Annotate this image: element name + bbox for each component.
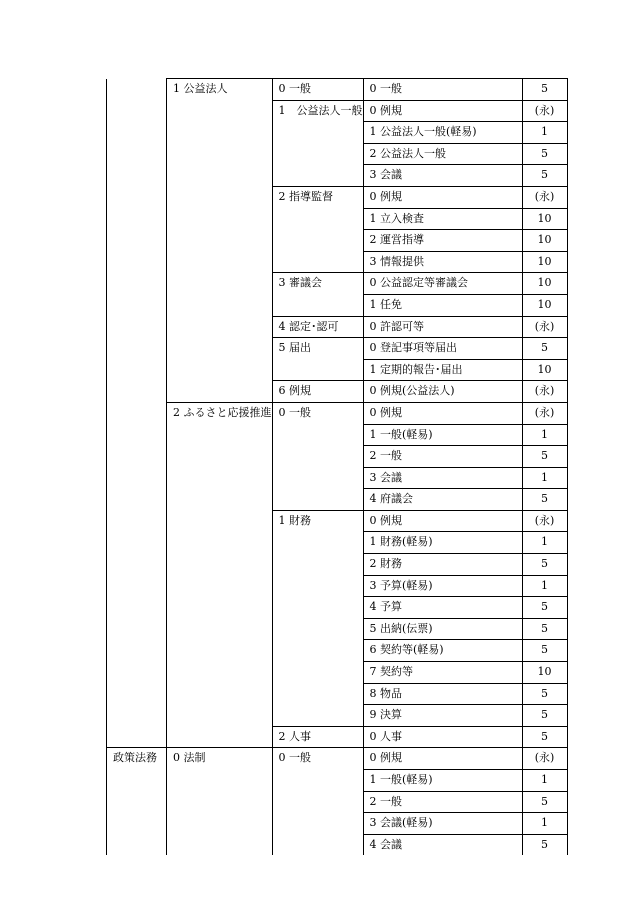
subcategory-cell bbox=[167, 554, 273, 576]
table-row bbox=[107, 424, 568, 446]
table-row bbox=[107, 79, 568, 101]
retention-years-cell: 10 bbox=[522, 273, 567, 295]
subcategory-cell bbox=[167, 208, 273, 230]
table-row bbox=[107, 294, 568, 316]
item-cell: 0 例規 bbox=[363, 402, 522, 424]
category-cell bbox=[107, 122, 167, 144]
subcategory-cell bbox=[167, 813, 273, 835]
subcategory-cell bbox=[167, 424, 273, 446]
table-row bbox=[107, 554, 568, 576]
item-cell: 0 例規 bbox=[363, 186, 522, 208]
item-cell: 2 財務 bbox=[363, 554, 522, 576]
item-cell: 3 会議 bbox=[363, 467, 522, 489]
retention-years-cell: 5 bbox=[522, 683, 567, 705]
retention-years-cell: 5 bbox=[522, 640, 567, 662]
subcategory-cell bbox=[167, 186, 273, 208]
retention-years-cell: 5 bbox=[522, 338, 567, 360]
item-cell: 0 登記事項等届出 bbox=[363, 338, 522, 360]
section-cell bbox=[272, 662, 363, 684]
retention-years-cell: 5 bbox=[522, 165, 567, 187]
retention-years-cell: (永) bbox=[522, 100, 567, 122]
section-cell bbox=[272, 424, 363, 446]
item-cell: 0 例規(公益法人) bbox=[363, 381, 522, 403]
table-row bbox=[107, 748, 568, 770]
section-cell bbox=[272, 705, 363, 727]
subcategory-cell bbox=[167, 122, 273, 144]
subcategory-cell bbox=[167, 294, 273, 316]
table-row bbox=[107, 705, 568, 727]
category-cell bbox=[107, 683, 167, 705]
category-cell bbox=[107, 143, 167, 165]
table-row bbox=[107, 143, 568, 165]
item-cell: 1 財務(軽易) bbox=[363, 532, 522, 554]
category-cell bbox=[107, 316, 167, 338]
category-cell bbox=[107, 597, 167, 619]
table-row bbox=[107, 834, 568, 855]
item-cell: 0 例規 bbox=[363, 100, 522, 122]
subcategory-cell bbox=[167, 100, 273, 122]
section-cell: 0 一般 bbox=[272, 748, 363, 770]
category-cell bbox=[107, 446, 167, 468]
item-cell: 2 公益法人一般 bbox=[363, 143, 522, 165]
subcategory-cell bbox=[167, 381, 273, 403]
section-cell bbox=[272, 683, 363, 705]
category-cell bbox=[107, 813, 167, 835]
subcategory-cell bbox=[167, 597, 273, 619]
retention-years-cell: 5 bbox=[522, 554, 567, 576]
table-row bbox=[107, 446, 568, 468]
item-cell: 8 物品 bbox=[363, 683, 522, 705]
table-row bbox=[107, 683, 568, 705]
section-cell: 0 一般 bbox=[272, 79, 363, 101]
table-row bbox=[107, 575, 568, 597]
item-cell: 2 一般 bbox=[363, 791, 522, 813]
section-cell bbox=[272, 359, 363, 381]
item-cell: 9 決算 bbox=[363, 705, 522, 727]
subcategory-cell bbox=[167, 230, 273, 252]
category-cell bbox=[107, 186, 167, 208]
category-cell bbox=[107, 770, 167, 792]
section-cell: 2 人事 bbox=[272, 726, 363, 748]
subcategory-cell bbox=[167, 834, 273, 855]
section-cell: 1 公益法人一般 bbox=[272, 100, 363, 122]
subcategory-cell: 0 法制 bbox=[167, 748, 273, 770]
subcategory-cell bbox=[167, 532, 273, 554]
retention-years-cell: 10 bbox=[522, 662, 567, 684]
retention-years-cell: 10 bbox=[522, 208, 567, 230]
retention-years-cell: 1 bbox=[522, 813, 567, 835]
category-cell bbox=[107, 165, 167, 187]
retention-years-cell: 5 bbox=[522, 618, 567, 640]
table-row bbox=[107, 316, 568, 338]
table-row bbox=[107, 381, 568, 403]
retention-years-cell: (永) bbox=[522, 748, 567, 770]
retention-years-cell: 5 bbox=[522, 791, 567, 813]
section-cell: 1 財務 bbox=[272, 510, 363, 532]
subcategory-cell bbox=[167, 467, 273, 489]
subcategory-cell bbox=[167, 705, 273, 727]
section-cell: 4 認定･認可 bbox=[272, 316, 363, 338]
item-cell: 1 立入検査 bbox=[363, 208, 522, 230]
item-cell: 0 人事 bbox=[363, 726, 522, 748]
subcategory-cell bbox=[167, 273, 273, 295]
item-cell: 1 一般(軽易) bbox=[363, 424, 522, 446]
category-cell bbox=[107, 381, 167, 403]
table-row bbox=[107, 791, 568, 813]
section-cell bbox=[272, 230, 363, 252]
category-cell bbox=[107, 467, 167, 489]
section-cell bbox=[272, 294, 363, 316]
category-cell bbox=[107, 618, 167, 640]
section-cell bbox=[272, 618, 363, 640]
retention-years-cell: (永) bbox=[522, 186, 567, 208]
retention-years-cell: 10 bbox=[522, 230, 567, 252]
subcategory-cell bbox=[167, 575, 273, 597]
subcategory-cell bbox=[167, 662, 273, 684]
item-cell: 0 例規 bbox=[363, 748, 522, 770]
subcategory-cell bbox=[167, 510, 273, 532]
retention-years-cell: 5 bbox=[522, 143, 567, 165]
category-cell bbox=[107, 273, 167, 295]
retention-schedule-table bbox=[106, 78, 568, 855]
subcategory-cell bbox=[167, 251, 273, 273]
category-cell bbox=[107, 510, 167, 532]
category-cell bbox=[107, 208, 167, 230]
section-cell bbox=[272, 575, 363, 597]
section-cell bbox=[272, 251, 363, 273]
table-row bbox=[107, 640, 568, 662]
table-row bbox=[107, 165, 568, 187]
retention-years-cell: 5 bbox=[522, 79, 567, 101]
retention-years-cell: 5 bbox=[522, 834, 567, 855]
table-row bbox=[107, 726, 568, 748]
subcategory-cell bbox=[167, 770, 273, 792]
section-cell: 6 例規 bbox=[272, 381, 363, 403]
table-row bbox=[107, 186, 568, 208]
item-cell: 0 一般 bbox=[363, 79, 522, 101]
retention-years-cell: 1 bbox=[522, 532, 567, 554]
category-cell bbox=[107, 575, 167, 597]
category-cell bbox=[107, 359, 167, 381]
subcategory-cell bbox=[167, 338, 273, 360]
category-cell bbox=[107, 791, 167, 813]
retention-years-cell: 1 bbox=[522, 424, 567, 446]
item-cell: 3 予算(軽易) bbox=[363, 575, 522, 597]
category-cell bbox=[107, 489, 167, 511]
section-cell bbox=[272, 554, 363, 576]
section-cell bbox=[272, 489, 363, 511]
category-cell bbox=[107, 834, 167, 855]
item-cell: 4 府議会 bbox=[363, 489, 522, 511]
table-row bbox=[107, 208, 568, 230]
category-cell bbox=[107, 705, 167, 727]
table-row bbox=[107, 359, 568, 381]
section-cell bbox=[272, 467, 363, 489]
item-cell: 1 公益法人一般(軽易) bbox=[363, 122, 522, 144]
subcategory-cell bbox=[167, 791, 273, 813]
category-cell bbox=[107, 640, 167, 662]
section-cell bbox=[272, 834, 363, 855]
item-cell: 3 会議 bbox=[363, 165, 522, 187]
category-cell: 政策法務 bbox=[107, 748, 167, 770]
item-cell: 2 運営指導 bbox=[363, 230, 522, 252]
table-row bbox=[107, 402, 568, 424]
category-cell bbox=[107, 554, 167, 576]
category-cell bbox=[107, 100, 167, 122]
item-cell: 1 一般(軽易) bbox=[363, 770, 522, 792]
table-row bbox=[107, 100, 568, 122]
section-cell bbox=[272, 640, 363, 662]
category-cell bbox=[107, 338, 167, 360]
retention-years-cell: 5 bbox=[522, 489, 567, 511]
section-cell bbox=[272, 791, 363, 813]
retention-years-cell: 1 bbox=[522, 467, 567, 489]
section-cell bbox=[272, 122, 363, 144]
category-cell bbox=[107, 424, 167, 446]
item-cell: 6 契約等(軽易) bbox=[363, 640, 522, 662]
subcategory-cell bbox=[167, 489, 273, 511]
section-cell: 5 届出 bbox=[272, 338, 363, 360]
section-cell bbox=[272, 597, 363, 619]
table-row bbox=[107, 813, 568, 835]
item-cell: 4 会議 bbox=[363, 834, 522, 855]
item-cell: 1 任免 bbox=[363, 294, 522, 316]
retention-years-cell: (永) bbox=[522, 402, 567, 424]
item-cell: 7 契約等 bbox=[363, 662, 522, 684]
retention-years-cell: 1 bbox=[522, 575, 567, 597]
table-row bbox=[107, 770, 568, 792]
subcategory-cell bbox=[167, 618, 273, 640]
item-cell: 0 公益認定等審議会 bbox=[363, 273, 522, 295]
item-cell: 2 一般 bbox=[363, 446, 522, 468]
section-cell: 3 審議会 bbox=[272, 273, 363, 295]
subcategory-cell: 1 公益法人 bbox=[167, 79, 273, 101]
item-cell: 3 情報提供 bbox=[363, 251, 522, 273]
table-row bbox=[107, 662, 568, 684]
retention-years-cell: 5 bbox=[522, 446, 567, 468]
item-cell: 3 会議(軽易) bbox=[363, 813, 522, 835]
table-row bbox=[107, 618, 568, 640]
table-row bbox=[107, 230, 568, 252]
section-cell bbox=[272, 208, 363, 230]
category-cell bbox=[107, 251, 167, 273]
section-cell bbox=[272, 446, 363, 468]
retention-years-cell: 5 bbox=[522, 705, 567, 727]
retention-years-cell: 10 bbox=[522, 251, 567, 273]
retention-years-cell: (永) bbox=[522, 510, 567, 532]
subcategory-cell bbox=[167, 726, 273, 748]
table-row bbox=[107, 251, 568, 273]
subcategory-cell bbox=[167, 143, 273, 165]
table-row bbox=[107, 510, 568, 532]
table-row bbox=[107, 532, 568, 554]
table-row bbox=[107, 597, 568, 619]
subcategory-cell bbox=[167, 683, 273, 705]
subcategory-cell: 2 ふるさと応援推進 bbox=[167, 402, 273, 424]
category-cell bbox=[107, 79, 167, 101]
section-cell: 2 指導監督 bbox=[272, 186, 363, 208]
section-cell bbox=[272, 770, 363, 792]
item-cell: 0 例規 bbox=[363, 510, 522, 532]
retention-years-cell: (永) bbox=[522, 316, 567, 338]
section-cell bbox=[272, 165, 363, 187]
retention-years-cell: 1 bbox=[522, 770, 567, 792]
section-cell bbox=[272, 813, 363, 835]
subcategory-cell bbox=[167, 446, 273, 468]
section-cell bbox=[272, 143, 363, 165]
category-cell bbox=[107, 662, 167, 684]
retention-years-cell: 10 bbox=[522, 359, 567, 381]
section-cell: 0 一般 bbox=[272, 402, 363, 424]
retention-years-cell: 5 bbox=[522, 597, 567, 619]
category-cell bbox=[107, 532, 167, 554]
subcategory-cell bbox=[167, 359, 273, 381]
subcategory-cell bbox=[167, 640, 273, 662]
category-cell bbox=[107, 294, 167, 316]
category-cell bbox=[107, 726, 167, 748]
table-row bbox=[107, 489, 568, 511]
retention-years-cell: (永) bbox=[522, 381, 567, 403]
table-row bbox=[107, 467, 568, 489]
item-cell: 4 予算 bbox=[363, 597, 522, 619]
subcategory-cell bbox=[167, 316, 273, 338]
table-row bbox=[107, 273, 568, 295]
category-cell bbox=[107, 230, 167, 252]
item-cell: 1 定期的報告･届出 bbox=[363, 359, 522, 381]
table-row bbox=[107, 338, 568, 360]
item-cell: 5 出納(伝票) bbox=[363, 618, 522, 640]
retention-years-cell: 10 bbox=[522, 294, 567, 316]
category-cell bbox=[107, 402, 167, 424]
subcategory-cell bbox=[167, 165, 273, 187]
section-cell bbox=[272, 532, 363, 554]
table-row bbox=[107, 122, 568, 144]
item-cell: 0 許認可等 bbox=[363, 316, 522, 338]
retention-years-cell: 5 bbox=[522, 726, 567, 748]
retention-years-cell: 1 bbox=[522, 122, 567, 144]
